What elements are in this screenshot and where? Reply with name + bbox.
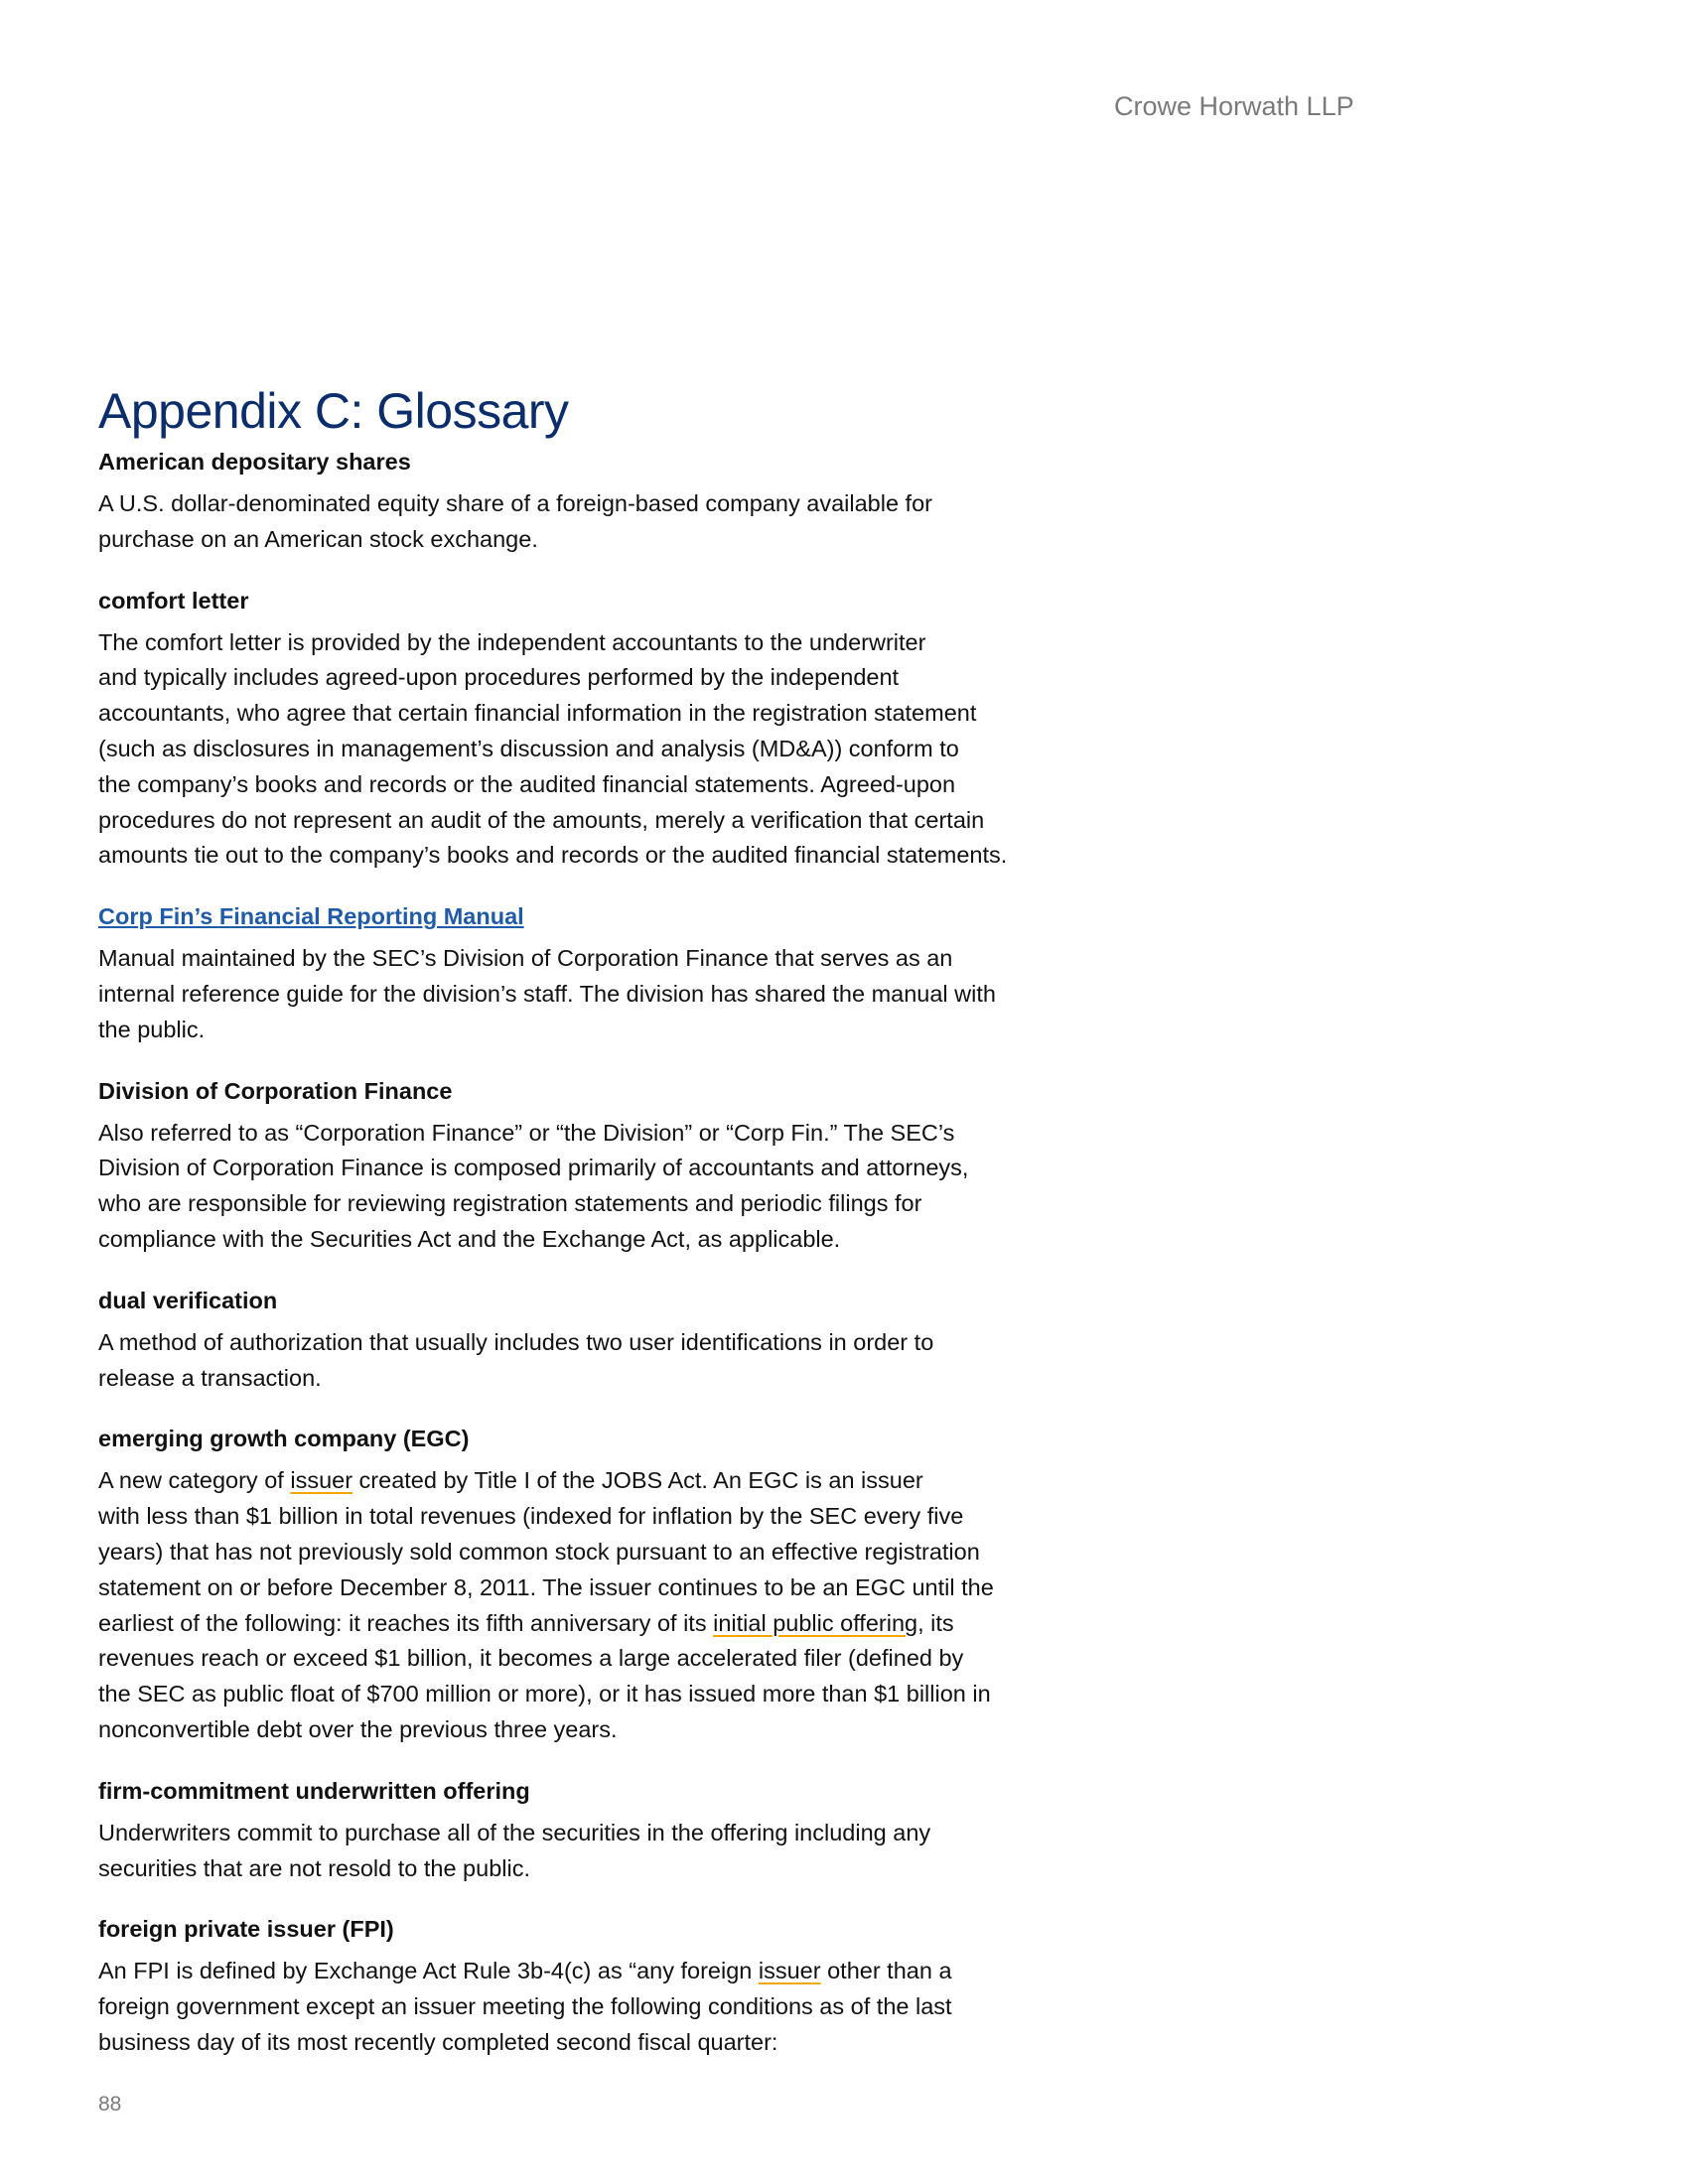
definition-line: with less than $1 billion in total revenues (indexed for inflation by the SEC every five bbox=[98, 1503, 964, 1530]
glossary-entry bbox=[98, 1073, 1091, 1258]
glossary bbox=[98, 382, 1091, 2086]
term-heading: emerging growth company (EGC) bbox=[98, 1426, 470, 1452]
definition-line: Underwriters commit to purchase all of the securities in the offering including any bbox=[98, 1819, 931, 1845]
definition-line: who are responsible for reviewing registration statements and periodic filings for bbox=[98, 1190, 922, 1217]
definition-line: statement on or before December 8, 2011. The issuer continues to be an EGC until the bbox=[98, 1573, 994, 1600]
definition-line: and typically includes agreed-upon procedures performed by the independent bbox=[98, 664, 900, 691]
glossary-entry bbox=[98, 1773, 1091, 1887]
definition-line: Manual maintained by the SEC’s Division of Corporation Finance that serves as an bbox=[98, 945, 953, 972]
definition-line: The comfort letter is provided by the independent accountants to the underwriter bbox=[98, 628, 926, 655]
term-heading: firm-commitment underwritten offering bbox=[98, 1777, 530, 1804]
term-heading: foreign private issuer (FPI) bbox=[98, 1916, 394, 1943]
definition-line: compliance with the Securities Act and the Exchange Act, as applicable. bbox=[98, 1225, 841, 1252]
definition-line: (such as disclosures in management’s discussion and analysis (MD&A)) conform to bbox=[98, 735, 959, 761]
definition-line: the SEC as public float of $700 million or more), or it has issued more than $1 billion in bbox=[98, 1681, 991, 1707]
definition-line: foreign government except an issuer meeting the following conditions as of the last bbox=[98, 1993, 952, 2020]
term-heading: comfort letter bbox=[98, 587, 249, 614]
definition-line: business day of its most recently completed second fiscal quarter: bbox=[98, 2028, 778, 2055]
running-header: Crowe Horwath LLP bbox=[1114, 91, 1354, 121]
glossary-entry bbox=[98, 1421, 1091, 1747]
definition-line: purchase on an American stock exchange. bbox=[98, 525, 538, 552]
issuer-link[interactable]: issuer bbox=[758, 1958, 821, 1984]
definition-line: nonconvertible debt over the previous three years. bbox=[98, 1715, 618, 1742]
definition-line: Division of Corporation Finance is composed primarily of accountants and attorneys, bbox=[98, 1155, 969, 1181]
definition-line bbox=[98, 1954, 1091, 1989]
definition-line: years) that has not previously sold common stock pursuant to an effective registration bbox=[98, 1538, 980, 1565]
glossary-entry bbox=[98, 444, 1091, 558]
definition-line: A method of authorization that usually includes two user identifications in order to bbox=[98, 1328, 934, 1355]
glossary-entry bbox=[98, 898, 1091, 1047]
text: , its bbox=[917, 1609, 954, 1636]
glossary-entry bbox=[98, 1283, 1091, 1397]
text: earliest of the following: it reaches its fifth anniversary of its bbox=[98, 1609, 714, 1636]
financial-reporting-manual-link[interactable]: Corp Fin’s Financial Reporting Manual bbox=[98, 903, 524, 930]
definition-line: revenues reach or exceed $1 billion, it becomes a large accelerated filer (defined by bbox=[98, 1645, 964, 1672]
glossary-entry bbox=[98, 1911, 1091, 2060]
term-heading: American depositary shares bbox=[98, 449, 411, 475]
definition-line bbox=[98, 1606, 1091, 1642]
definition-line: internal reference guide for the division’s staff. The division has shared the manual with bbox=[98, 980, 996, 1007]
text: A new category of bbox=[98, 1467, 291, 1494]
definition-line: accountants, who agree that certain financial information in the registration statement bbox=[98, 700, 977, 727]
definition-line bbox=[98, 1463, 1091, 1499]
page-title: Appendix C: Glossary bbox=[98, 383, 569, 439]
text: other than a bbox=[820, 1958, 952, 1984]
term-heading: dual verification bbox=[98, 1287, 278, 1313]
definition-line: the company’s books and records or the audited financial statements. Agreed-upon bbox=[98, 770, 956, 797]
text: created by Title I of the JOBS Act. An EGC is an issuer bbox=[352, 1467, 923, 1494]
definition-line: amounts tie out to the company’s books and records or the audited financial statements. bbox=[98, 842, 1008, 869]
text: An FPI is defined by Exchange Act Rule 3b-4(c) as “any foreign bbox=[98, 1958, 759, 1984]
term-heading: Division of Corporation Finance bbox=[98, 1077, 453, 1104]
issuer-link[interactable]: issuer bbox=[290, 1467, 353, 1494]
definition-line: release a transaction. bbox=[98, 1364, 322, 1391]
page-number: 88 bbox=[98, 2093, 122, 2116]
definition-line: procedures do not represent an audit of the amounts, merely a verification that certain bbox=[98, 806, 985, 833]
definition-line: the public. bbox=[98, 1016, 206, 1042]
definition-line: Also referred to as “Corporation Finance” or “the Division” or “Corp Fin.” The SEC’s bbox=[98, 1119, 955, 1146]
definition-line: securities that are not resold to the public. bbox=[98, 1854, 530, 1881]
glossary-entry bbox=[98, 583, 1091, 875]
definition-line: A U.S. dollar-denominated equity share of a foreign-based company available for bbox=[98, 490, 932, 516]
initial-public-offering-link[interactable]: initial public offering bbox=[713, 1609, 918, 1636]
